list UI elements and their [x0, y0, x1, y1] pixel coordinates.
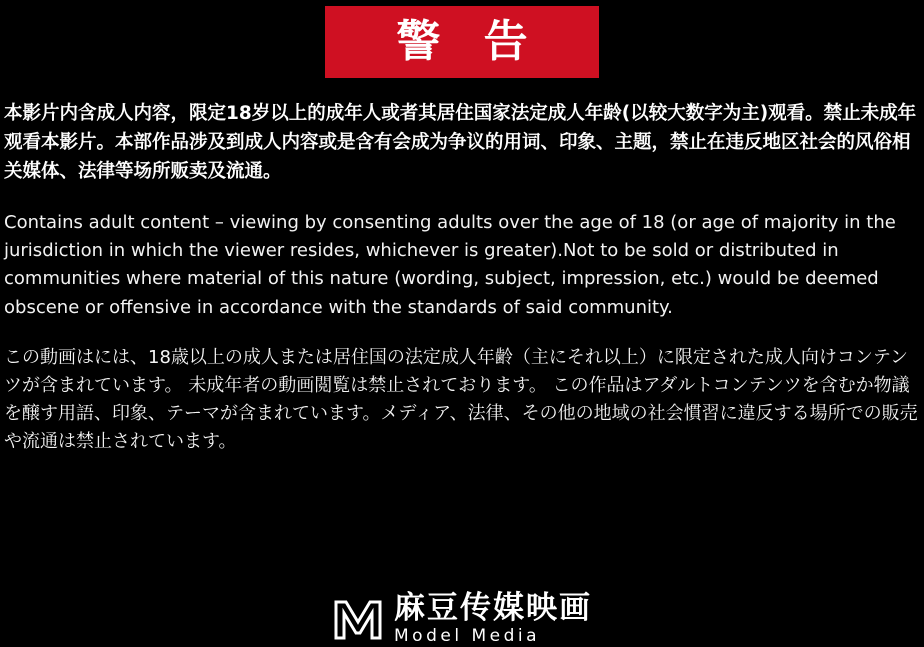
brand-logo	[332, 590, 592, 646]
m-monogram-icon	[332, 596, 384, 642]
notice-paragraph-chinese: 本影片内含成人内容，限定18岁以上的成年人或者其居住国家法定成人年龄(以较大数字为主)观看。禁止未成年观看本影片。本部作品涉及到成人内容或是含有会成为争议的用词、印象、主题，禁止在违反地区社会的风俗相关媒体、法律等场所贩卖及流通。	[4, 103, 917, 182]
warning-banner-label: 警 告	[396, 16, 542, 67]
footer	[0, 590, 924, 646]
brand-name-en: Model Media	[394, 626, 541, 646]
warning-banner-container	[0, 0, 924, 78]
notice-paragraph-japanese: この動画はには、18歳以上の成人または居住国の法定成人年齢（主にそれ以上）に限定された成人向けコンテンツが含まれています。 未成年者の動画閲覧は禁止されております。 この作品はアダルトコンテンツを含むか物議を醸す用語、印象、テーマが含まれています。メディア、法律、その他の地域の社会慣習に違反する場所での販売や流通は禁止されています。	[4, 347, 918, 452]
notice-content	[0, 100, 924, 456]
brand-name-cn: 麻豆传媒映画	[394, 590, 592, 626]
notice-paragraph-english: Contains adult content – viewing by consenting adults over the age of 18 (or age of majority in the jurisdiction in which the viewer resides, whichever is greater).Not to be sold or distributed in communities where material of this nature (wording, subject, impression, etc.) would be deemed obscene or offensive in accordance with the standards of said community.	[4, 211, 896, 318]
brand-wordmark	[394, 590, 592, 646]
warning-banner	[325, 6, 599, 78]
